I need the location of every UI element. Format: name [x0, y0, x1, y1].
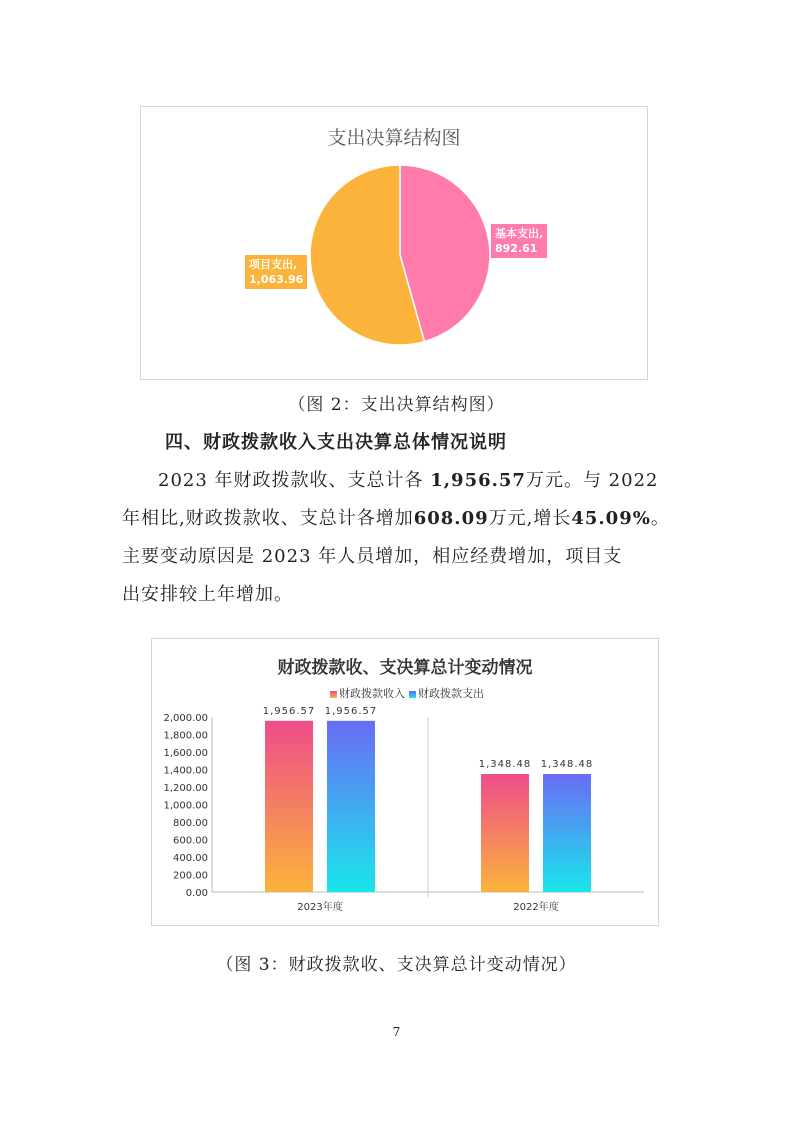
figure2-caption: （图 2：支出决算结构图） — [288, 395, 505, 415]
paragraph-line: 出安排较上年增加。 — [122, 584, 293, 605]
bar-expense — [543, 774, 591, 892]
bar-data-label: 1,348.48 — [540, 759, 594, 771]
paragraph-line: 主要变动原因是 2023 年人员增加，相应经费增加，项目支 — [122, 546, 623, 567]
text-span: 万元。与 2022 — [525, 470, 659, 491]
amount-total: 1,956.57 — [430, 470, 526, 491]
figure3-caption: （图 3：财政拨款收、支决算总计变动情况） — [216, 955, 577, 975]
x-tick-label: 2022年度 — [513, 902, 559, 913]
bar-chart-panel — [151, 638, 659, 926]
text-span: 万元,增长 — [488, 508, 572, 529]
bar-chart-title: 财政拨款收、支决算总计变动情况 — [277, 658, 533, 678]
paragraph-line — [122, 462, 682, 500]
pie-label-project — [245, 255, 307, 289]
y-tick-label: 0.00 — [185, 888, 208, 899]
pie-label-basic-value: 892.61 — [495, 242, 538, 255]
y-tick-label: 1,000.00 — [163, 800, 208, 812]
pie-chart — [141, 107, 647, 379]
bar-data-label: 1,956.57 — [262, 705, 316, 717]
bar-income — [481, 774, 529, 892]
y-tick-label: 800.00 — [173, 818, 208, 829]
y-tick-label: 600.00 — [173, 835, 208, 847]
bar-chart — [152, 639, 658, 925]
pie-label-project-name: 项目支出, — [249, 258, 298, 271]
y-tick-label: 1,600.00 — [163, 748, 208, 759]
legend-label-income: 财政拨款收入 — [339, 687, 405, 700]
pie-label-project-value: 1,063.96 — [249, 273, 304, 286]
text-span: 年相比,财政拨款收、支总计各增加 — [122, 508, 414, 529]
bar-expense — [327, 721, 375, 892]
bar-data-label: 1,348.48 — [478, 759, 532, 771]
pie-label-basic — [491, 224, 547, 258]
legend-label-expense: 财政拨款支出 — [418, 687, 484, 700]
y-tick-label: 1,800.00 — [163, 730, 208, 742]
y-tick-label: 400.00 — [173, 853, 208, 864]
amount-increase: 608.09 — [413, 508, 489, 529]
bar-income — [265, 721, 313, 892]
y-tick-label: 2,000.00 — [163, 713, 208, 724]
page-number: 7 — [392, 1025, 401, 1039]
pie-chart-panel — [140, 106, 648, 380]
y-tick-label: 1,200.00 — [163, 783, 208, 794]
pie-chart-title: 支出决算结构图 — [327, 127, 461, 149]
x-tick-label: 2023年度 — [297, 902, 343, 913]
growth-rate: 45.09% — [571, 508, 651, 529]
text-span: 2023 年财政拨款收、支总计各 — [158, 470, 431, 491]
pie-label-basic-name: 基本支出, — [495, 227, 544, 240]
section-paragraph — [122, 462, 682, 614]
text-span: 。 — [650, 508, 670, 529]
paragraph-line — [122, 500, 682, 538]
y-tick-label: 200.00 — [173, 870, 208, 882]
y-tick-label: 1,400.00 — [163, 765, 208, 777]
bar-data-label: 1,956.57 — [324, 705, 378, 717]
section-heading: 四、财政拨款收入支出决算总体情况说明 — [165, 432, 507, 453]
